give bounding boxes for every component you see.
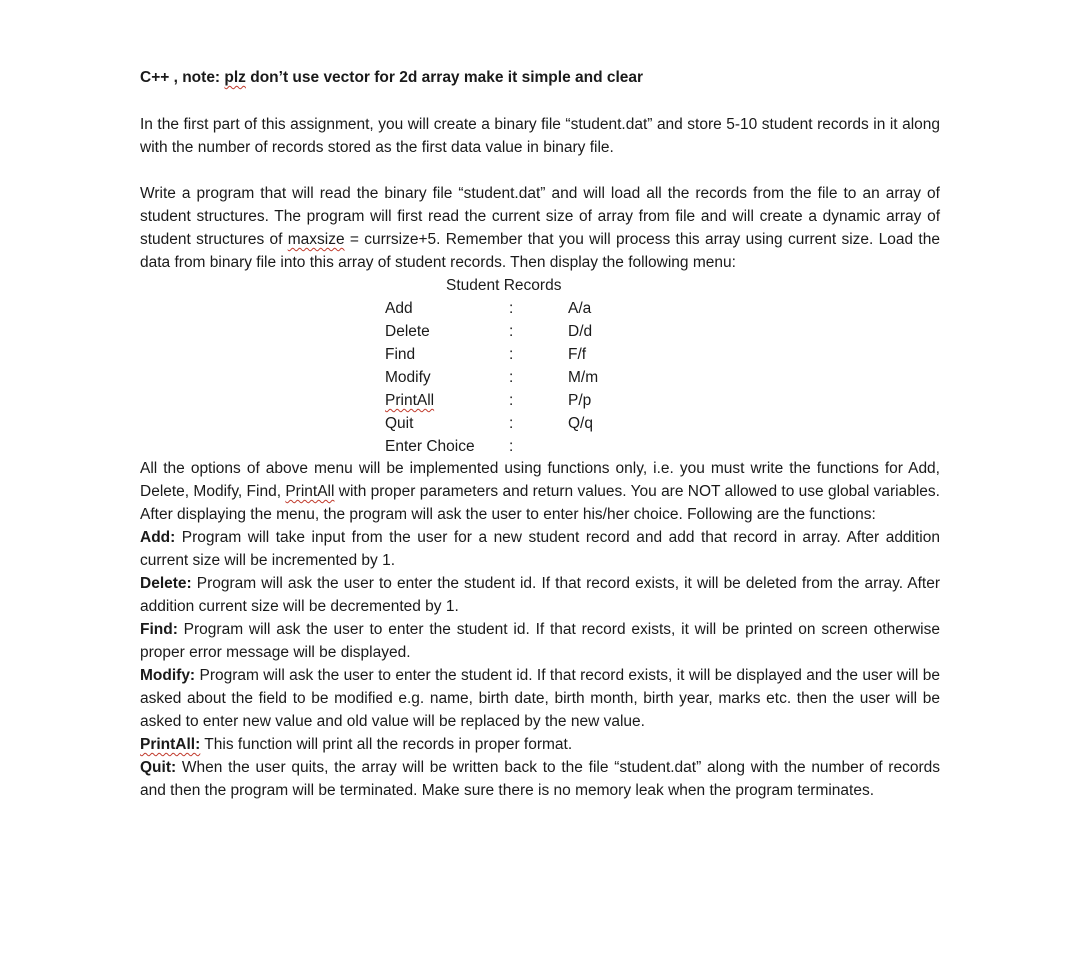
function-printall <box>140 733 940 756</box>
heading-pre: C++ , note: <box>140 69 225 86</box>
function-description: When the user quits, the array will be written back to the file “student.dat” along with the number of records and then the program will be terminated. Make sure there is no memory leak when the program terminates. <box>140 759 940 799</box>
heading-post: don’t use vector for 2d array make it simple and clear <box>245 69 644 86</box>
function-name: PrintAll: <box>140 736 201 753</box>
menu-separator: : <box>509 300 514 317</box>
function-modify <box>140 664 940 733</box>
intro-marked-word: PrintAll <box>285 483 335 500</box>
menu-row-quit <box>140 412 940 435</box>
intro-pre: All the options of above menu will be implemented using functions only, i.e. you must write the functions for Add, Delete, Modify, Find, <box>140 460 940 500</box>
paragraph-1: In the first part of this assignment, you will create a binary file “student.dat” and store 5-10 student records in it along with the number of records stored as the first data value in binary file. <box>140 116 940 156</box>
menu-key: P/p <box>568 392 592 409</box>
paragraph-2 <box>140 182 940 274</box>
intro-post: with proper parameters and return values. You are NOT allowed to use global variables. After displaying the menu, the program will ask the user to enter his/her choice. Following are the functions: <box>140 483 940 523</box>
functions-section <box>140 457 940 802</box>
function-description: Program will ask the user to enter the student id. If that record exists, it will be deleted from the array. After addition current size will be decremented by 1. <box>140 575 940 615</box>
heading <box>140 66 940 90</box>
menu-label: PrintAll <box>385 392 435 409</box>
menu-label: Modify <box>385 369 431 386</box>
function-name: Add: <box>140 529 176 546</box>
menu-row-enter-choice <box>140 435 940 458</box>
intro-paragraph <box>140 457 940 526</box>
paragraph-2-post: = currsize+5. Remember that you will process this array using current size. Load the data from binary file into this array of student records. Then display the following menu: <box>140 231 940 271</box>
paragraph-2-marked-word: maxsize <box>287 231 345 248</box>
function-quit <box>140 756 940 802</box>
menu-row-modify <box>140 366 940 389</box>
menu-title: Student Records <box>446 277 562 294</box>
menu-label: Enter Choice <box>385 438 475 455</box>
menu-key: Q/q <box>568 415 593 432</box>
menu-key: M/m <box>568 369 599 386</box>
menu-label: Add <box>385 300 413 317</box>
function-find <box>140 618 940 664</box>
menu-separator: : <box>509 438 514 455</box>
document-page <box>140 66 940 802</box>
menu-label: Find <box>385 346 416 363</box>
student-records-menu <box>140 274 940 458</box>
menu-row-add <box>140 297 940 320</box>
menu-label: Quit <box>385 415 414 432</box>
function-description: Program will ask the user to enter the student id. If that record exists, it will be displayed and the user will be asked about the field to be modified e.g. name, birth date, birth month, birth year, marks etc. then the user will be asked to enter new value and old value will be replaced by the new value. <box>140 667 940 730</box>
function-description: This function will print all the records in proper format. <box>200 736 573 753</box>
function-add <box>140 526 940 572</box>
function-name: Quit: <box>140 759 177 776</box>
menu-row-delete <box>140 320 940 343</box>
menu-separator: : <box>509 346 514 363</box>
menu-separator: : <box>509 415 514 432</box>
function-description: Program will ask the user to enter the student id. If that record exists, it will be printed on screen otherwise proper error message will be displayed. <box>140 621 940 661</box>
function-description: Program will take input from the user for a new student record and add that record in array. After addition current size will be incremented by 1. <box>140 529 940 569</box>
function-name: Delete: <box>140 575 192 592</box>
menu-separator: : <box>509 392 514 409</box>
menu-separator: : <box>509 369 514 386</box>
menu-key: F/f <box>568 346 587 363</box>
menu-key: D/d <box>568 323 593 340</box>
heading-marked-word: plz <box>224 69 246 86</box>
menu-separator: : <box>509 323 514 340</box>
function-name: Find: <box>140 621 178 638</box>
menu-row-find <box>140 343 940 366</box>
menu-row-printall <box>140 389 940 412</box>
function-name: Modify: <box>140 667 196 684</box>
function-delete <box>140 572 940 618</box>
menu-key: A/a <box>568 300 592 317</box>
menu-label: Delete <box>385 323 430 340</box>
paragraph-2-pre: Write a program that will read the binary file “student.dat” and will load all the records from the file to an array of student structures. The program will first read the current size of array from file and will create a dynamic array of student structures of <box>140 185 940 248</box>
